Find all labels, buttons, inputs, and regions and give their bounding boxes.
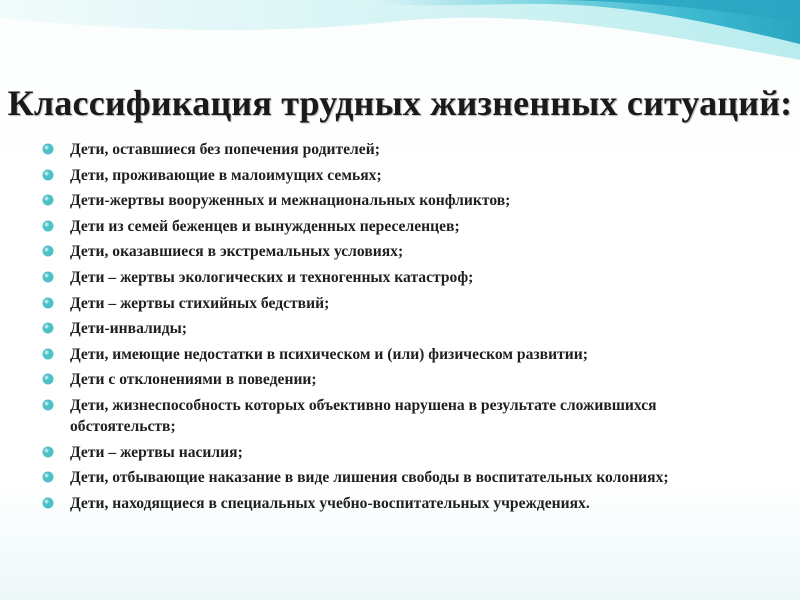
- dot-bullet-icon: [42, 297, 54, 309]
- list-item-text: Дети с отклонениями в поведении;: [70, 371, 317, 389]
- list-item: [42, 493, 732, 514]
- situation-list: [42, 139, 732, 518]
- list-item: [42, 318, 732, 339]
- list-item: [42, 165, 732, 186]
- list-item: [42, 267, 732, 288]
- list-item: [42, 369, 732, 390]
- list-item-text: Дети, имеющие недостатки в психическом и (или) физическом развитии;: [70, 345, 588, 363]
- list-item: [42, 293, 732, 314]
- dot-bullet-icon: [42, 271, 54, 283]
- dot-bullet-icon: [42, 497, 54, 509]
- dot-bullet-icon: [42, 348, 54, 360]
- list-item: [42, 216, 732, 237]
- list-item-text: Дети – жертвы стихийных бедствий;: [70, 294, 330, 312]
- header-wave-decoration: [0, 0, 800, 72]
- list-item-text: Дети, отбывающие наказание в виде лишения свободы в воспитательных колониях;: [70, 469, 669, 487]
- list-item: [42, 467, 732, 488]
- dot-bullet-icon: [42, 373, 54, 385]
- list-item: [42, 241, 732, 262]
- list-item-text: Дети – жертвы экологических и техногенных катастроф;: [70, 268, 474, 286]
- list-item-text: Дети, оказавшиеся в экстремальных условиях;: [70, 243, 404, 261]
- list-item-text: Дети – жертвы насилия;: [70, 443, 243, 461]
- dot-bullet-icon: [42, 220, 54, 232]
- list-item-text: Дети-инвалиды;: [70, 320, 187, 338]
- list-item: [42, 395, 732, 437]
- list-item: [42, 442, 732, 463]
- dot-bullet-icon: [42, 322, 54, 334]
- list-item-text: Дети-жертвы вооруженных и межнациональных конфликтов;: [70, 192, 511, 210]
- dot-bullet-icon: [42, 399, 54, 411]
- list-item-text: Дети, жизнеспособность которых объективно нарушена в результате сложившихся обстоятельств;: [70, 396, 657, 435]
- dot-bullet-icon: [42, 471, 54, 483]
- dot-bullet-icon: [42, 245, 54, 257]
- list-item: [42, 344, 732, 365]
- list-item-text: Дети, проживающие в малоимущих семьях;: [70, 166, 382, 184]
- dot-bullet-icon: [42, 194, 54, 206]
- list-item-text: Дети, оставшиеся без попечения родителей;: [70, 141, 380, 158]
- list-item-text: Дети, находящиеся в специальных учебно-воспитательных учреждениях.: [70, 494, 590, 512]
- list-item: [42, 139, 732, 160]
- dot-bullet-icon: [42, 446, 54, 458]
- dot-bullet-icon: [42, 143, 54, 155]
- list-item-text: Дети из семей беженцев и вынужденных переселенцев;: [70, 217, 460, 235]
- dot-bullet-icon: [42, 169, 54, 181]
- slide-title: Классификация трудных жизненных ситуаций:: [7, 83, 793, 123]
- list-item: [42, 190, 732, 211]
